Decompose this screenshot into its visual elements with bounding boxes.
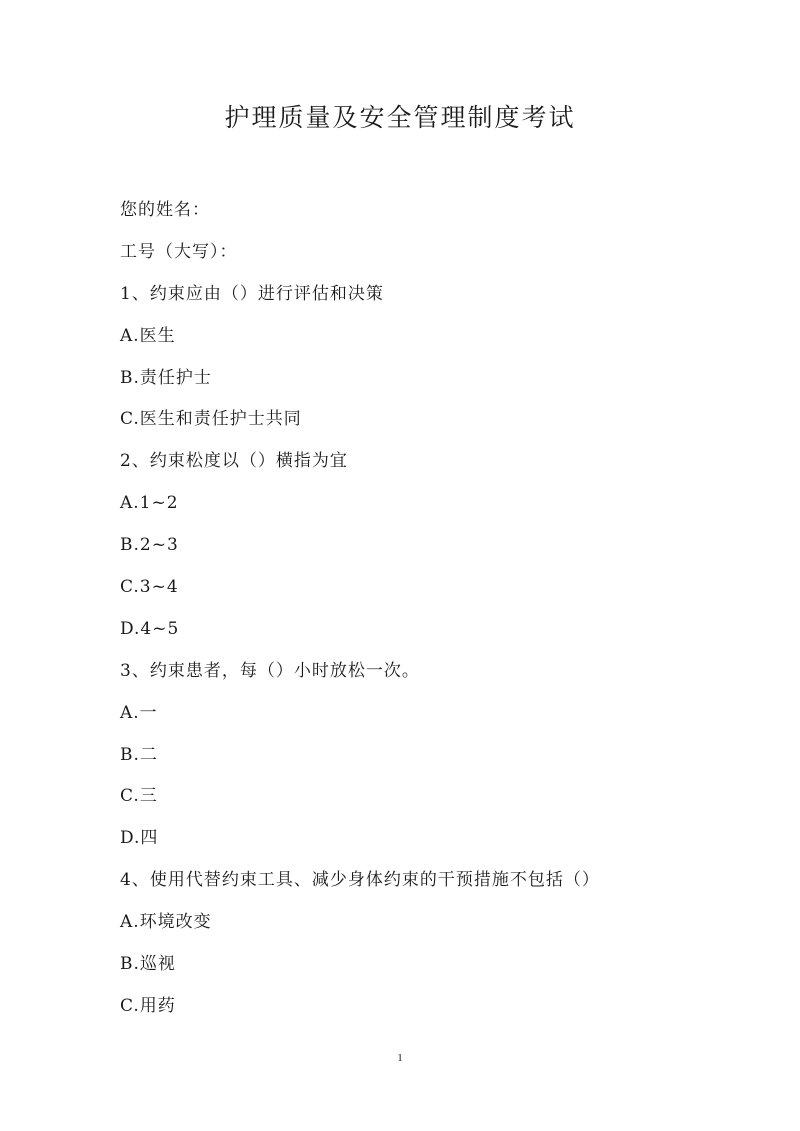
employee-id-field-label: 工号（大写）：	[120, 241, 238, 262]
question-1-option-c: C.医生和责任护士共同	[120, 409, 302, 430]
question-4-option-c: C.用药	[120, 995, 176, 1016]
question-2-option-b: B.2~3	[120, 535, 179, 556]
question-3-option-a: A.一	[120, 702, 158, 723]
question-4-option-a: A.环境改变	[120, 912, 212, 933]
question-3-option-d: D.四	[120, 828, 159, 849]
question-3-option-b: B.二	[120, 744, 158, 765]
question-2-option-a: A.1~2	[120, 493, 179, 514]
name-field-label: 您的姓名：	[120, 200, 210, 220]
question-3-text: 3、约束患者，每（）小时放松一次。	[120, 660, 420, 681]
page-number: 1	[397, 1052, 403, 1064]
question-2-option-d: D.4~5	[120, 618, 180, 639]
exam-content	[120, 198, 720, 1036]
question-2-text: 2、约束松度以（）横指为宜	[120, 451, 348, 472]
question-1-text: 1、约束应由（）进行评估和决策	[120, 283, 384, 304]
question-2-option-c: C.3~4	[120, 577, 179, 598]
question-4-option-b: B.巡视	[120, 954, 176, 975]
question-4-text: 4、使用代替约束工具、减少身体约束的干预措施不包括（）	[120, 870, 600, 891]
question-1-option-a: A.医生	[120, 325, 176, 346]
page-title: 护理质量及安全管理制度考试	[224, 103, 576, 132]
question-3-option-c: C.三	[120, 786, 158, 807]
question-1-option-b: B.责任护士	[120, 367, 212, 388]
